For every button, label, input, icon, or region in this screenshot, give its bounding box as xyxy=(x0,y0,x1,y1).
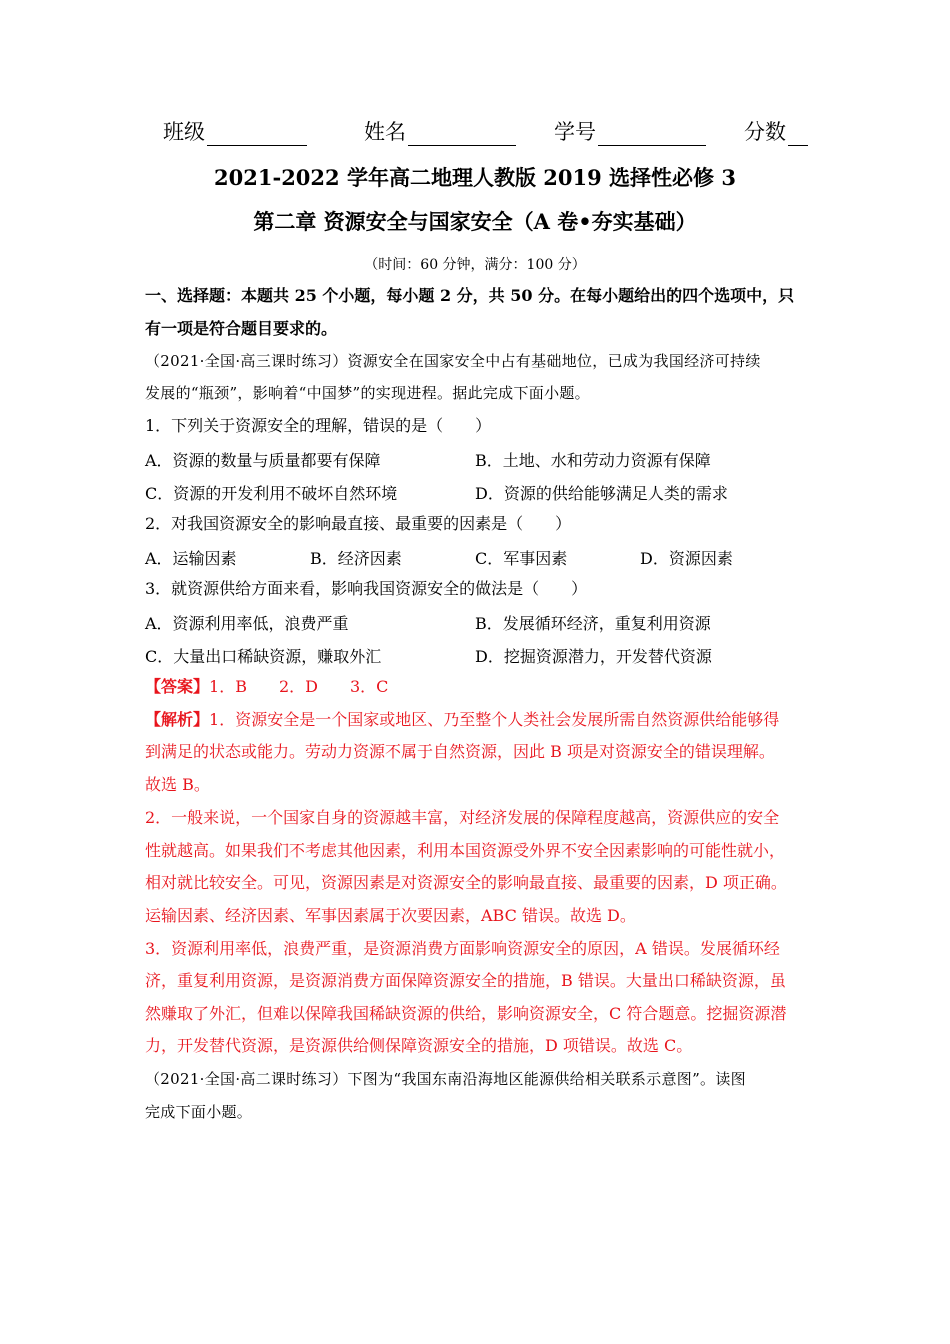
q3-option-b[interactable]: B．发展循环经济，重复利用资源 xyxy=(475,614,711,633)
analysis-q3-line-4: 力，开发替代资源，是资源供给侧保障资源安全的措施，D 项错误。故选 C。 xyxy=(145,1036,693,1055)
question-2-stem: 2．对我国资源安全的影响最直接、最重要的因素是（ ） xyxy=(145,514,572,533)
passage-1-cont: 发展的“瓶颈”，影响着“中国梦”的实现进程。据此完成下面小题。 xyxy=(145,384,590,402)
analysis-text: 1．资源安全是一个国家或地区、乃至整个人类社会发展所需自然资源供给能够得 xyxy=(209,710,780,729)
q1-option-c[interactable]: C．资源的开发利用不破坏自然环境 xyxy=(145,484,398,503)
q1-option-a[interactable]: A．资源的数量与质量都要有保障 xyxy=(145,451,381,470)
q2-option-d[interactable]: D．资源因素 xyxy=(640,549,733,568)
passage-2-cont: 完成下面小题。 xyxy=(145,1103,253,1121)
name-field xyxy=(364,116,516,146)
question-1-options-row2 xyxy=(145,481,845,503)
section-heading: 一、选择题：本题共 25 个小题，每小题 2 分，共 50 分。在每小题给出的四个选项中，只 xyxy=(145,286,795,305)
class-blank[interactable] xyxy=(207,123,307,146)
analysis-q2-line-3: 相对就比较安全。可见，资源因素是对资源安全的影响最直接、最重要的因素，D 项正确。 xyxy=(145,873,787,892)
analysis-q2-line-4: 运输因素、经济因素、军事因素属于次要因素，ABC 错误。故选 D。 xyxy=(145,906,636,925)
name-blank[interactable] xyxy=(408,123,516,146)
q1-option-d[interactable]: D．资源的供给能够满足人类的需求 xyxy=(475,484,728,503)
analysis-line-3: 故选 B。 xyxy=(145,775,210,794)
question-2-options xyxy=(145,546,845,568)
analysis-q3-line-3: 然赚取了外汇，但难以保障我国稀缺资源的供给，影响资源安全，C 符合题意。挖掘资源潜 xyxy=(145,1004,787,1023)
q2-option-c[interactable]: C．军事因素 xyxy=(475,549,568,568)
chapter-title: 第二章 资源安全与国家安全（A 卷•夯实基础） xyxy=(253,209,697,234)
score-blank[interactable] xyxy=(788,123,808,146)
score-label: 分数 xyxy=(744,120,786,144)
section-heading-cont: 有一项是符合题目要求的。 xyxy=(145,319,338,338)
answer-line xyxy=(145,676,388,698)
score-field xyxy=(744,116,808,146)
q3-option-c[interactable]: C．大量出口稀缺资源，赚取外汇 xyxy=(145,647,382,666)
name-label: 姓名 xyxy=(364,120,406,144)
analysis-q2-line-2: 性就越高。如果我们不考虑其他因素，利用本国资源受外界不安全因素影响的可能性就小， xyxy=(145,841,786,860)
question-1-options-row1 xyxy=(145,448,845,470)
analysis-q2-line-1: 2．一般来说，一个国家自身的资源越丰富，对经济发展的保障程度越高，资源供应的安全 xyxy=(145,808,780,827)
question-1-stem: 1．下列关于资源安全的理解，错误的是（ ） xyxy=(145,416,492,435)
answer-label: 【答案】 xyxy=(145,677,210,696)
question-3-options-row1 xyxy=(145,611,845,633)
exam-info: （时间：60 分钟，满分：100 分） xyxy=(364,257,586,273)
q3-option-d[interactable]: D．挖掘资源潜力，开发替代资源 xyxy=(475,647,712,666)
passage-2: （2021·全国·高二课时练习）下图为“我国东南沿海地区能源供给相关联系示意图”。读图 xyxy=(145,1070,746,1088)
student-id-blank[interactable] xyxy=(598,123,706,146)
answer-text: 1．B 2．D 3．C xyxy=(209,677,389,696)
q3-option-a[interactable]: A．资源利用率低，浪费严重 xyxy=(145,614,349,633)
analysis-line-1 xyxy=(145,709,779,731)
analysis-q3-line-2: 济，重复利用资源，是资源消费方面保障资源安全的措施，B 错误。大量出口稀缺资源，虽 xyxy=(145,971,786,990)
q2-option-b[interactable]: B．经济因素 xyxy=(310,549,402,568)
q1-option-b[interactable]: B．土地、水和劳动力资源有保障 xyxy=(475,451,711,470)
question-3-options-row2 xyxy=(145,644,845,666)
q2-option-a[interactable]: A．运输因素 xyxy=(145,549,237,568)
class-label: 班级 xyxy=(163,120,205,144)
student-info-row xyxy=(0,116,950,146)
analysis-q3-line-1: 3．资源利用率低，浪费严重，是资源消费方面影响资源安全的原因，A 错误。发展循环经 xyxy=(145,939,780,958)
page-title: 2021-2022 学年高二地理人教版 2019 选择性必修 3 xyxy=(214,165,736,190)
analysis-line-2: 到满足的状态或能力。劳动力资源不属于自然资源，因此 B 项是对资源安全的错误理解。 xyxy=(145,742,775,761)
class-field xyxy=(163,116,307,146)
question-3-stem: 3．就资源供给方面来看，影响我国资源安全的做法是（ ） xyxy=(145,579,588,598)
student-id-label: 学号 xyxy=(554,120,596,144)
analysis-label: 【解析】 xyxy=(145,710,210,729)
passage-1: （2021·全国·高三课时练习）资源安全在国家安全中占有基础地位，已成为我国经济可持续 xyxy=(145,352,761,370)
student-id-field xyxy=(554,116,706,146)
